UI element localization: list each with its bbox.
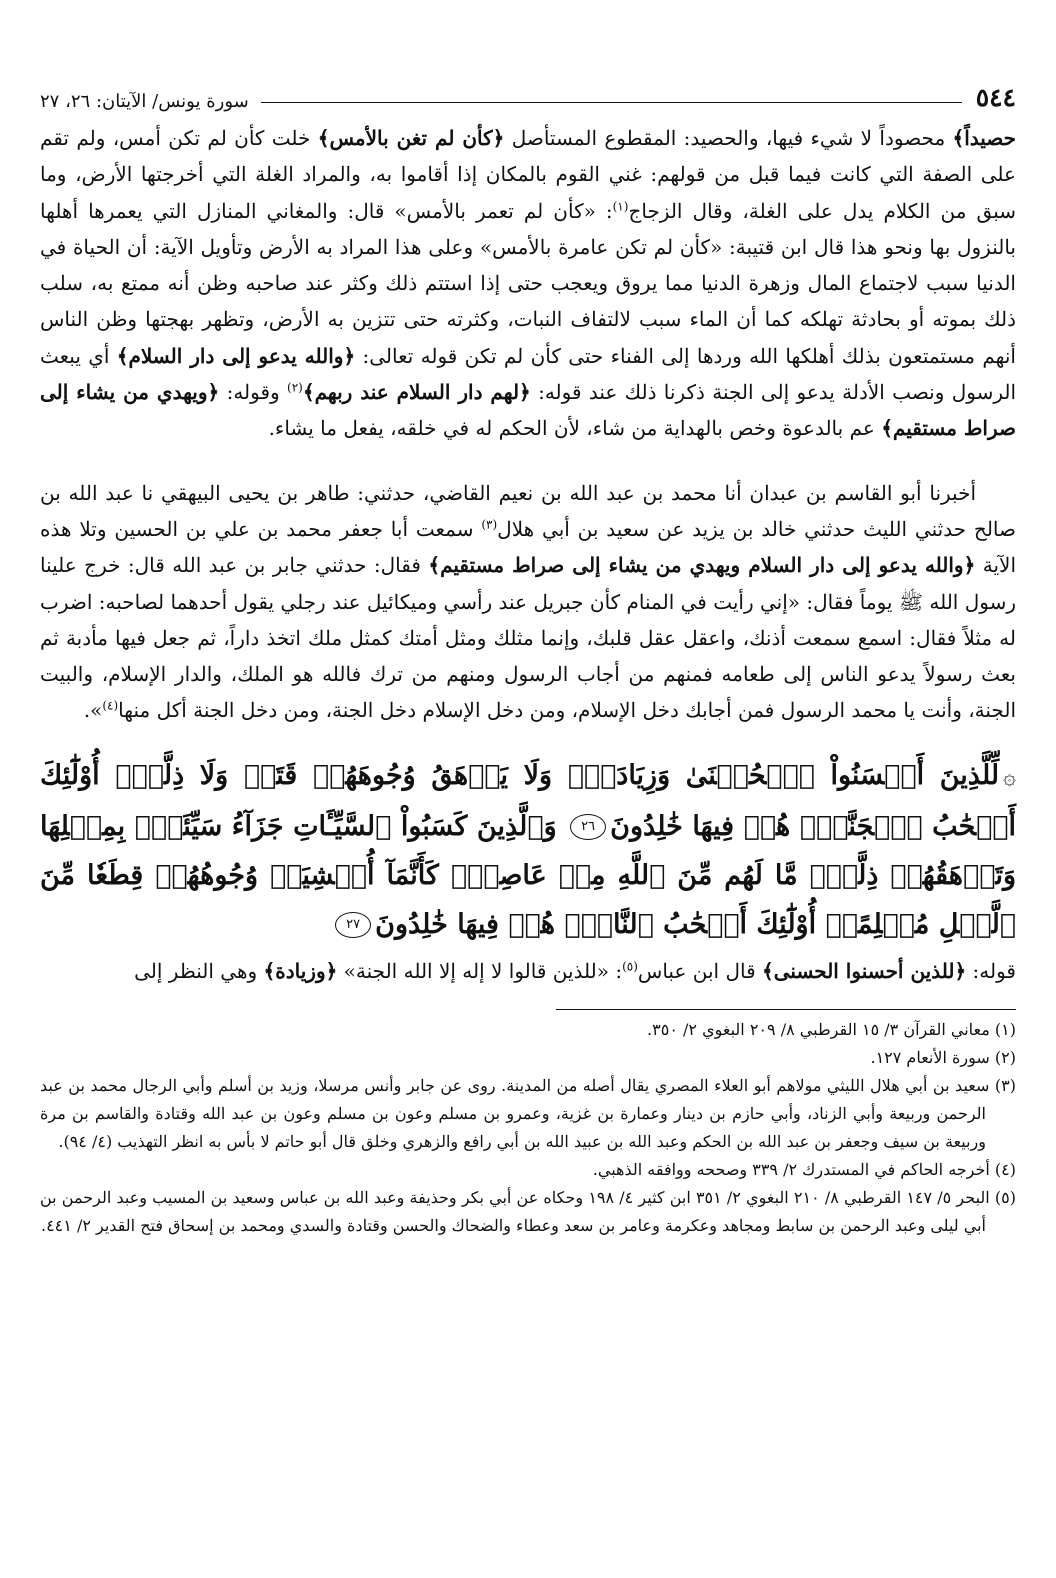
page-number: ٥٤٤ [975,83,1016,112]
text-span: سمعت أبا جعفر محمد بن علي بن الحسين وتلا هذه الآية [40,516,1017,578]
footnote-2: (٢) سورة الأنعام ١٢٧. [870,1048,1016,1068]
header-rule [261,102,962,103]
quran-quote: حصيداً﴾ [952,126,1016,150]
text-span: : «للذين قالوا لا إله إلا الله الجنة» [337,958,623,983]
footnote-1: (١) معاني القرآن ٣/ ١٥ القرطبي ٨/ ٢٠٩ البغوي ٢/ ٣٥٠. [647,1020,1016,1040]
quran-quote: ﴿والله يدعو إلى دار السلام﴾ [116,343,356,368]
text-span: وهي النظر إلى [134,958,264,983]
footnote-ref-4: (٤) [102,698,119,713]
text-span: ». [83,698,103,723]
tafsir-paragraph-2 [40,953,1016,989]
text-span: قال ابن عباس [637,958,763,983]
text-span: خلت كأن لم تكن أمس، ولم تقم على الصفة التي كانت فيما قبل من قولهم: غني القوم بالمكان إذا أقاموا به، والمراد الغلة التي أخرجتها الأرض، وما سبق من الكلام يدل على الغلة، وقال الزجاج [40,126,1016,223]
hadith-paragraph [40,475,1016,729]
verse-number-27: ٢٧ [335,912,371,938]
quran-quote: ﴿للذين أحسنوا الحسنى﴾ [762,958,967,983]
quran-quote: ﴿لهم دار السلام عند ربهم﴾ [302,380,531,405]
running-title: سورة يونس/ الآيتان: ٢٦، ٢٧ [40,91,249,112]
footnote-4: (٤) أخرجه الحاكم في المستدرك ٢/ ٣٣٩ وصححه ووافقه الذهبي. [592,1160,1016,1180]
text-span: قوله: [966,958,1016,983]
text-span: محصوداً لا شيء فيها، والحصيد: المقطوع المستأصل [504,126,953,150]
footnote-3: (٣) سعيد بن أبي هلال الليثي مولاهم أبو العلاء المصري يقال أصله من المدينة. روى عن جابر وأنس مرسلا، وزيد بن أسلم وأبي الرجال محمد بن عبد الرحمن وربيعة وأبي الزناد، وأبي حازم بن دينار وعمارة بن غزية، وعمرو بن مسلم وعون بن مسلم وعون بن عبد الله وقتادة والقاسم بن مرة وربيعة بن سيف وجعفر بن عبد الله بن الحكم وعبد الله بن عبيد الله بن أبي رافع والزهري وخلق قال أبو حاتم لا بأس به انظر التهذيب (٤/ ٩٤). [40,1076,1016,1152]
page-header [40,78,1016,112]
verse-26: لِّلَّذِينَ أَحۡسَنُواْ ٱلۡحُسۡنَىٰ وَزِيَادَةٞۖ وَلَا يَرۡهَقُ وُجُوهَهُمۡ قَتَرٞ وَلَا ذِلَّةٌۚ أُوْلَٰٓئِكَ أَصۡحَٰبُ ٱلۡجَنَّةِۖ هُمۡ فِيهَا خَٰلِدُونَ [40,759,1016,842]
footnote-divider [556,1009,1016,1010]
book-page [40,78,1016,1558]
footnote-ref-2: (٢) [287,380,303,395]
text-span: : «كأن لم تعمر بالأمس» قال: والمغاني المنازل التي يعمرها أهلها بالنزول بها ونحو هذا قال ابن قتيبة: «كأن لم تكن عامرة بالأمس» وعلى هذا المراد به الأرض وتأويل الآية: أن الحياة في الدنيا سبب لاجتماع المال وزهرة الدنيا مما يروق ويعجب حتى إذا استتم ذلك وكثر عند صاحبه وظن أنه ممتع به، سلب ذلك بموته أو بحادثة تهلكه كما أن الماء سبب لالتفاف النبات، وكثرته حتى تتزين به الأرض، وتظهر بهجتها وظن الناس أنهم مستمتعون بذلك أهلكها الله وردها إلى الفناء حتى كأن لم تكن قوله تعالى: [40,198,1016,368]
rub-el-hizb-icon: ۞ [1003,764,1016,790]
footnote-ref-5: (٥) [622,959,638,974]
text-span: وقوله: [219,380,288,405]
quran-quote: ﴿والله يدعو إلى دار السلام ويهدي من يشاء إلى صراط مستقيم﴾ [428,553,976,578]
footnotes-section [40,1016,1016,1240]
tafsir-paragraph-1 [40,120,1016,447]
footnote-5: (٥) البحر ٥/ ١٤٧ القرطبي ٨/ ٢١٠ البغوي ٢/ ٣٥١ ابن كثير ٤/ ١٩٨ وحكاه عن أبي بكر وحذيفة وعبد الله بن عباس وسعيد بن المسيب وعبد الرحمن بن أبي ليلى وعبد الرحمن بن سابط ومجاهد وعكرمة وعامر بن سعد وعطاء والضحاك والحسن وقتادة والسدي ومحمد بن إسحاق فتح القدير ٢/ ٤٤١. [40,1188,1016,1236]
quran-quote: ﴿وزيادة﴾ [263,958,338,983]
text-span: عم بالدعوة وخص بالهداية من شاء، لأن الحكم له في خلقه، يفعل ما يشاء. [268,416,882,441]
quran-verses-block [40,751,1016,949]
verse-number-26: ٢٦ [570,814,606,840]
quran-quote: ﴿كأن لم تغن بالأمس﴾ [317,126,505,150]
verse-27: وَٱلَّذِينَ كَسَبُواْ ٱلسَّيِّـَٔاتِ جَزَآءُ سَيِّئَةِۭ بِمِثۡلِهَا وَتَرۡهَقُهُمۡ ذِلَّةٞۖ مَّا لَهُم مِّنَ ٱللَّهِ مِنۡ عَاصِمٖۖ كَأَنَّمَآ أُغۡشِيَتۡ وُجُوهُهُمۡ قِطَعٗا مِّنَ ٱلَّيۡلِ مُظۡلِمًاۚ أُوْلَٰٓئِكَ أَصۡحَٰبُ ٱلنَّارِۖ هُمۡ فِيهَا خَٰلِدُونَ [40,810,1016,940]
text-span: فقال: حدثني جابر بن عبد الله قال: خرج علينا رسول الله ﷺ يوماً فقال: «إني رأيت في المنام كأن جبريل عند رأسي وميكائيل عند رجلي يقول أحدهما لصاحبه: اضرب له مثلاً فقال: اسمع سمعت أذنك، واعقل عقل قلبك، وإنما مثلك ومثل أمتك كمثل ملك اتخذ داراً، ثم جعل فيها مأدبة ثم بعث رسولاً يدعو الناس إلى طعامه فمنهم من أجاب الرسول ومنهم من ترك فالله هو الملك، والدار الإسلام، والبيت الجنة، وأنت يا محمد الرسول فمن أجابك دخل الإسلام، ومن دخل الإسلام دخل الجنة، ومن دخل الجنة أكل منها [40,553,1016,723]
footnote-ref-3: (٣) [481,517,498,532]
footnote-ref-1: (١) [612,198,629,213]
quran-quote: ﴿ويهدي من يشاء إلى صراط مستقيم﴾ [40,380,1016,441]
text-span: أخبرنا أبو القاسم بن عبدان أنا محمد بن عبد الله بن نعيم القاضي، حدثني: طاهر بن يحيى البيهقي نا عبد الله بن صالح حدثني الليث حدثني خالد بن يزيد عن سعيد بن أبي هلال [40,480,1016,541]
text-span: أي يبعث الرسول ونصب الأدلة يدعو إلى الجنة ذكرنا ذلك عند قوله: [40,343,1017,405]
